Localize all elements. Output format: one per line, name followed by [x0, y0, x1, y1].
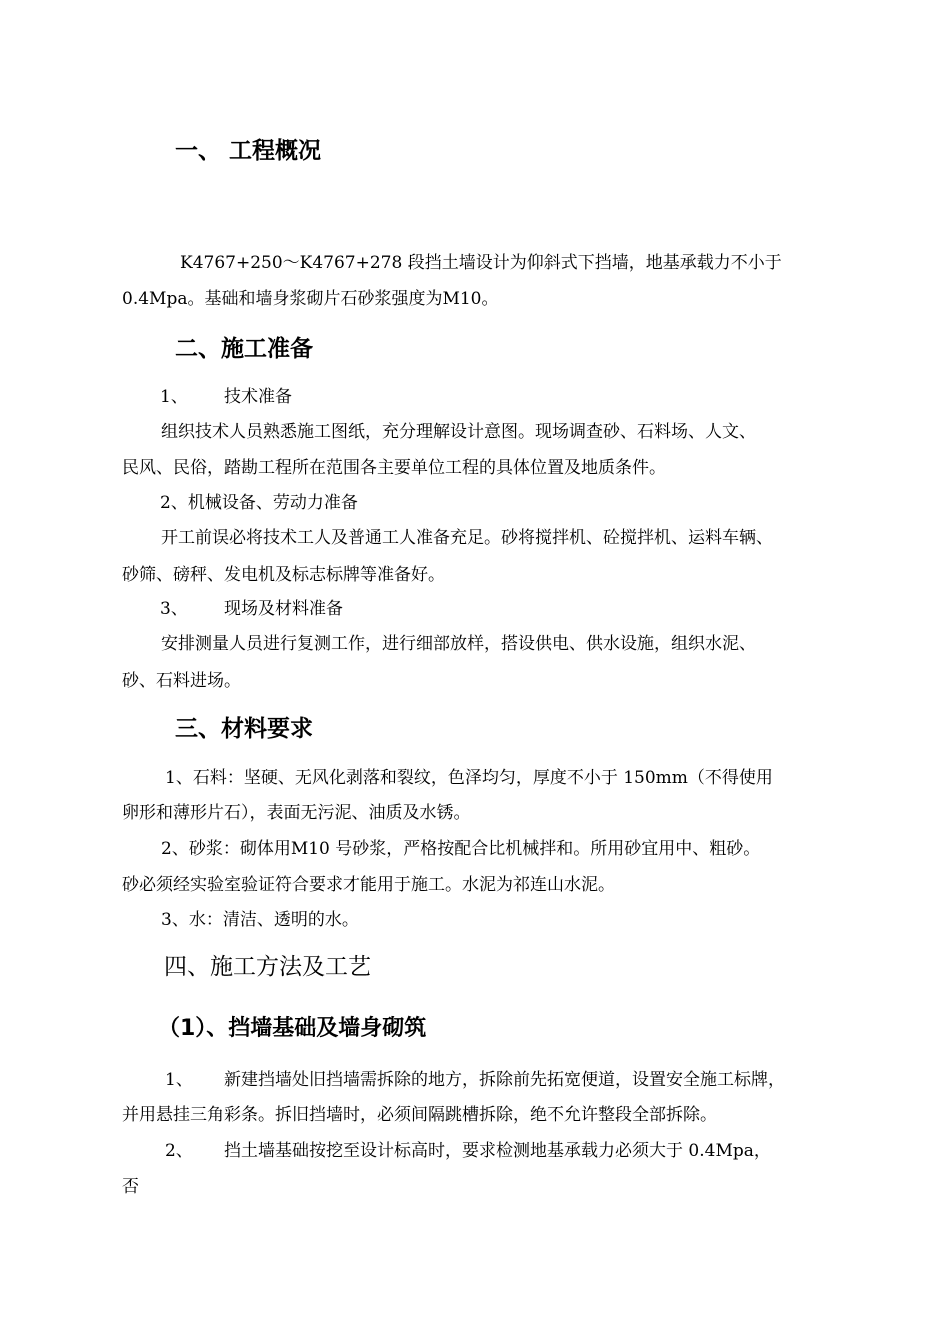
section-1-paragraph-line-1: K4767+250～K4767+278 段挡土墙设计为仰斜式下挡墙，地基承载力不小于	[180, 253, 782, 273]
section-2-item-2-line-2: 砂筛、磅秤、发电机及标志标牌等准备好。	[122, 565, 445, 585]
section-4-item-1-line-1: 新建挡墙处旧挡墙需拆除的地方，拆除前先拓宽便道，设置安全施工标牌，	[224, 1070, 785, 1090]
section-2-item-1-line-1: 组织技术人员熟悉施工图纸，充分理解设计意图。现场调查砂、石料场、人文、	[161, 422, 756, 442]
section-4-item-1-number: 1、	[165, 1070, 193, 1090]
section-2-item-3-title: 现场及材料准备	[224, 599, 343, 619]
section-4-subheading-1: （1）、挡墙基础及墙身砌筑	[158, 1016, 427, 1041]
section-2-item-2-title: 2、机械设备、劳动力准备	[160, 493, 358, 513]
section-3-item-2-line-2: 砂必须经实验室验证符合要求才能用于施工。水泥为祁连山水泥。	[122, 875, 615, 895]
section-3-item-2-line-1: 2、砂浆：砌体用M10 号砂浆，严格按配合比机械拌和。所用砂宜用中、粗砂。	[161, 839, 761, 859]
section-2-item-1-number: 1、	[160, 387, 188, 407]
section-2-item-3-line-2: 砂、石料进场。	[122, 671, 241, 691]
section-4-item-2-line-1: 挡土墙基础按挖至设计标高时，要求检测地基承载力必须大于 0.4Mpa，	[224, 1141, 771, 1161]
section-3-heading: 三、材料要求	[175, 716, 313, 742]
section-2-item-3-number: 3、	[160, 599, 188, 619]
section-3-item-1-line-1: 1、石料：坚硬、无风化剥落和裂纹，色泽均匀，厚度不小于 150mm（不得使用	[165, 768, 773, 788]
section-2-item-3-line-1: 安排测量人员进行复测工作，进行细部放样，搭设供电、供水设施，组织水泥、	[161, 634, 756, 654]
section-2-item-2-line-1: 开工前误必将技术工人及普通工人准备充足。砂将搅拌机、砼搅拌机、运料车辆、	[161, 528, 773, 548]
section-4-heading: 四、施工方法及工艺	[164, 954, 371, 980]
section-3-item-3-line-1: 3、水：清洁、透明的水。	[161, 910, 359, 930]
section-1-paragraph-line-2: 0.4Mpa。基础和墙身浆砌片石砂浆强度为M10。	[122, 289, 499, 309]
section-4-item-2-line-2: 否	[122, 1177, 139, 1197]
section-2-item-1-line-2: 民风、民俗，踏勘工程所在范围各主要单位工程的具体位置及地质条件。	[122, 458, 666, 478]
section-3-item-1-line-2: 卵形和薄形片石），表面无污泥、油质及水锈。	[122, 803, 471, 823]
section-2-item-1-title: 技术准备	[224, 387, 292, 407]
section-2-heading: 二、施工准备	[175, 336, 313, 362]
section-1-heading: 一、 工程概况	[175, 138, 322, 164]
section-4-item-1-line-2: 并用悬挂三角彩条。拆旧挡墙时，必须间隔跳槽拆除，绝不允许整段全部拆除。	[122, 1105, 717, 1125]
section-4-item-2-number: 2、	[165, 1141, 193, 1161]
